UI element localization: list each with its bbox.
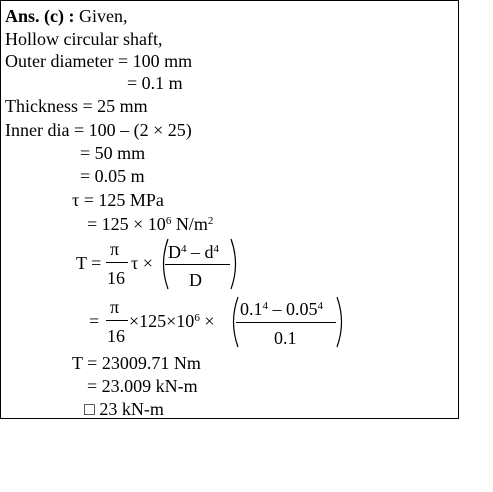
- inner-diameter-mm-line: = 50 mm: [80, 143, 146, 163]
- formula2-pi: π: [110, 297, 120, 317]
- formula1-d-exp: 4: [213, 243, 219, 255]
- formula1-inner-bar: [165, 264, 230, 265]
- formula1-right-paren: [229, 238, 241, 290]
- formula2-mid-value: ×125×10: [129, 311, 195, 331]
- torque-result-line: T = 23009.71 Nm: [72, 353, 201, 373]
- torque-approx-line: □ 23 kN-m: [84, 399, 164, 419]
- tau-si-unit-exponent: 2: [207, 215, 214, 227]
- formula2-num-a: 0.1: [240, 299, 263, 319]
- formula2-minus-b: – 0.05: [268, 299, 318, 319]
- tau-si-exponent: 6: [165, 215, 172, 227]
- formula2-inner-bar: [236, 322, 336, 323]
- formula2-mid-exp: 6: [194, 312, 200, 324]
- formula2-times: ×: [199, 311, 215, 331]
- formula1-D: D: [168, 242, 181, 262]
- formula1-pi: π: [110, 239, 120, 259]
- formula2-middle: [129, 311, 214, 331]
- formula1-minus-d: – d: [186, 242, 214, 262]
- torque-knm-line: = 23.009 kN-m: [87, 376, 198, 396]
- tau-line: τ = 125 MPa: [72, 190, 164, 210]
- inner-diameter-line: Inner dia = 100 – (2 × 25): [5, 120, 192, 140]
- answer-label: Ans. (c) :: [5, 6, 75, 26]
- formula1-fraction-bar: [106, 262, 128, 263]
- tau-si-line: [87, 213, 213, 235]
- outer-diameter-line: Outer diameter = 100 mm: [5, 51, 193, 71]
- formula2-eq: =: [89, 311, 100, 331]
- formula1-den: D: [189, 270, 202, 290]
- formula1-sixteen: 16: [107, 268, 125, 288]
- formula1-tau: τ ×: [131, 253, 153, 273]
- formula2-right-paren: [335, 296, 347, 348]
- thickness-line: Thickness = 25 mm: [5, 96, 148, 116]
- formula1-numerator: [168, 242, 219, 262]
- formula2-numerator: [240, 299, 323, 319]
- given-text: Given,: [79, 6, 128, 26]
- tau-si-value: = 125 × 10: [87, 214, 166, 234]
- answer-heading: [5, 5, 128, 27]
- outer-diameter-m-line: = 0.1 m: [127, 73, 183, 93]
- tau-si-unit: N/m: [171, 214, 208, 234]
- formula1-D-exp: 4: [181, 243, 187, 255]
- formula1-lhs: T =: [76, 253, 102, 273]
- formula2-sixteen: 16: [107, 326, 125, 346]
- formula2-num-b-exp: 4: [317, 300, 323, 312]
- formula2-num-a-exp: 4: [262, 300, 268, 312]
- inner-diameter-m-line: = 0.05 m: [80, 166, 145, 186]
- shaft-line: Hollow circular shaft,: [5, 29, 163, 49]
- formula2-den: 0.1: [274, 328, 297, 348]
- formula2-fraction-bar: [106, 320, 128, 321]
